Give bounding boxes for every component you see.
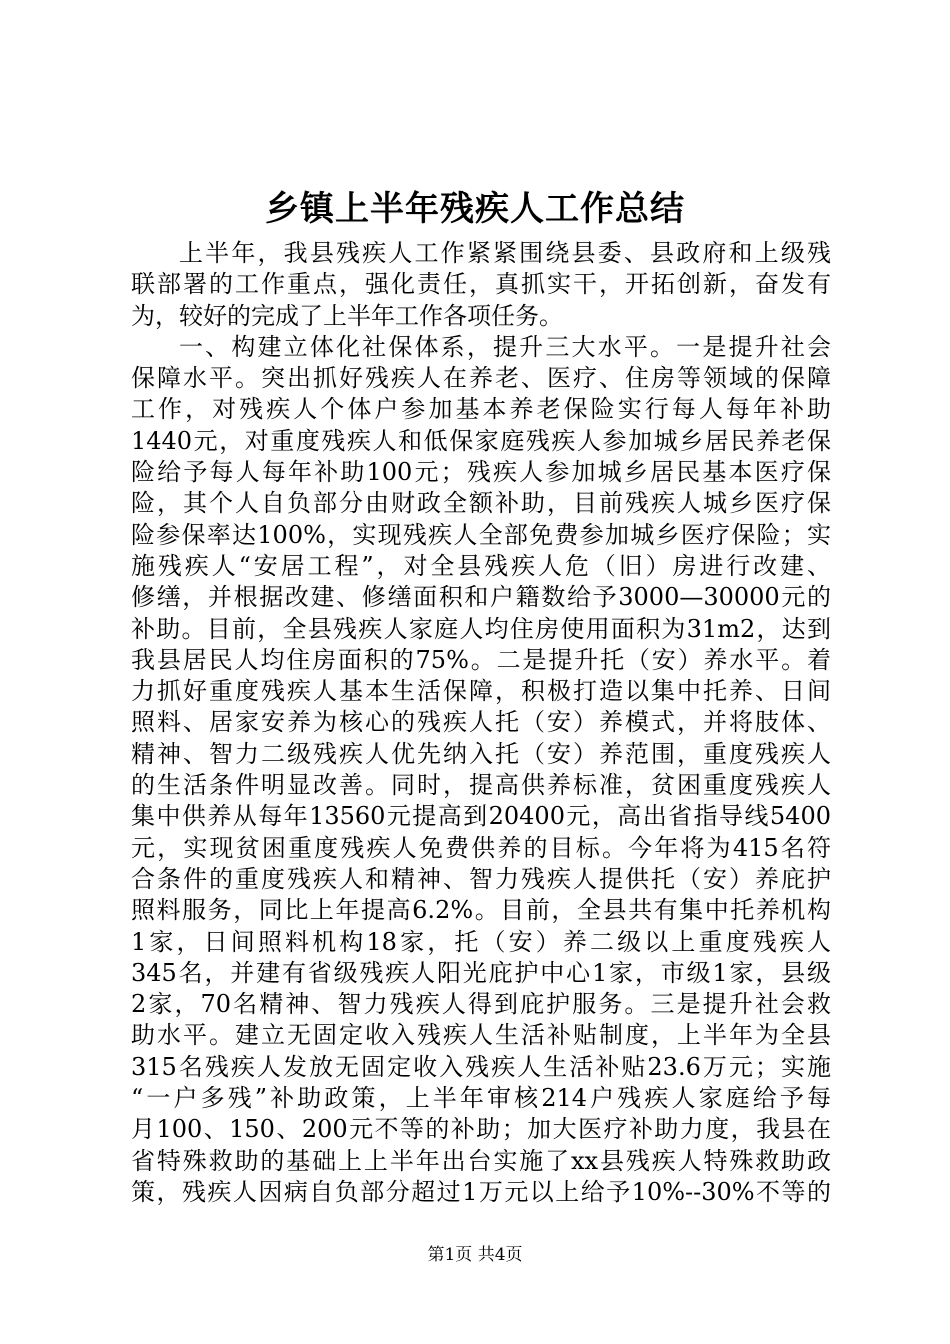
text-line: 省特殊救助的基础上上半年出台实施了xx县残疾人特殊救助政 (131, 1146, 831, 1175)
text-line: 施残疾人“安居工程”，对全县残疾人危（旧）房进行改建、 (131, 551, 831, 580)
text-line: 补助。目前，全县残疾人家庭人均住房使用面积为31m2，达到 (131, 614, 831, 643)
text-line: 联部署的工作重点，强化责任，真抓实干，开拓创新，奋发有 (131, 270, 831, 299)
document-title: 乡镇上半年残疾人工作总结 (265, 189, 685, 229)
text-line: 一、构建立体化社保体系，提升三大水平。一是提升社会 (179, 332, 831, 361)
text-line: 修缮，并根据改建、修缮面积和户籍数给予3000—30000元的 (131, 583, 831, 612)
text-line: 保障水平。突出抓好残疾人在养老、医疗、住房等领域的保障 (131, 364, 831, 393)
text-line: 1440元，对重度残疾人和低保家庭残疾人参加城乡居民养老保 (131, 426, 831, 455)
text-line: 的生活条件明显改善。同时，提高供养标准，贫困重度残疾人 (131, 771, 831, 800)
text-line: 照料、居家安养为核心的残疾人托（安）养模式，并将肢体、 (131, 708, 831, 737)
text-line: 险参保率达100%，实现残疾人全部免费参加城乡医疗保险；实 (131, 520, 831, 549)
text-line: 照料服务，同比上年提高6.2%。目前，全县共有集中托养机构 (131, 896, 831, 925)
text-line: “一户多残”补助政策，上半年审核214户残疾人家庭给予每 (131, 1084, 831, 1113)
text-line: 345名，并建有省级残疾人阳光庇护中心1家，市级1家，县级 (131, 958, 831, 987)
text-line: 1家，日间照料机构18家，托（安）养二级以上重度残疾人 (131, 927, 831, 956)
text-line: 元，实现贫困重度残疾人免费供养的目标。今年将为415名符 (131, 833, 831, 862)
text-line: 2家，70名精神、智力残疾人得到庇护服务。三是提升社会救 (131, 990, 831, 1019)
text-line: 上半年，我县残疾人工作紧紧围绕县委、县政府和上级残 (179, 239, 831, 267)
text-line: 险，其个人自负部分由财政全额补助，目前残疾人城乡医疗保 (131, 489, 831, 518)
text-line: 险给予每人每年补助100元；残疾人参加城乡居民基本医疗保 (131, 458, 831, 487)
text-line: 我县居民人均住房面积的75%。二是提升托（安）养水平。着 (131, 645, 831, 674)
text-line: 合条件的重度残疾人和精神、智力残疾人提供托（安）养庇护 (131, 864, 831, 893)
document-body (131, 238, 831, 1208)
text-line: 月100、150、200元不等的补助；加大医疗补助力度，我县在 (131, 1115, 831, 1144)
page-number-footer: 第1页 共4页 (427, 1245, 523, 1265)
text-line: 精神、智力二级残疾人优先纳入托（安）养范围，重度残疾人 (131, 739, 831, 768)
text-line: 为，较好的完成了上半年工作各项任务。 (131, 301, 563, 330)
text-line: 315名残疾人发放无固定收入残疾人生活补贴23.6万元；实施 (131, 1052, 831, 1081)
text-line: 策，残疾人因病自负部分超过1万元以上给予10%--30%不等的 (131, 1177, 831, 1206)
text-line: 集中供养从每年13560元提高到20400元，高出省指导线5400 (131, 802, 831, 831)
text-line: 力抓好重度残疾人基本生活保障，积极打造以集中托养、日间 (131, 677, 831, 706)
text-line: 助水平。建立无固定收入残疾人生活补贴制度，上半年为全县 (131, 1021, 831, 1050)
text-line: 工作，对残疾人个体户参加基本养老保险实行每人每年补助 (131, 395, 831, 424)
